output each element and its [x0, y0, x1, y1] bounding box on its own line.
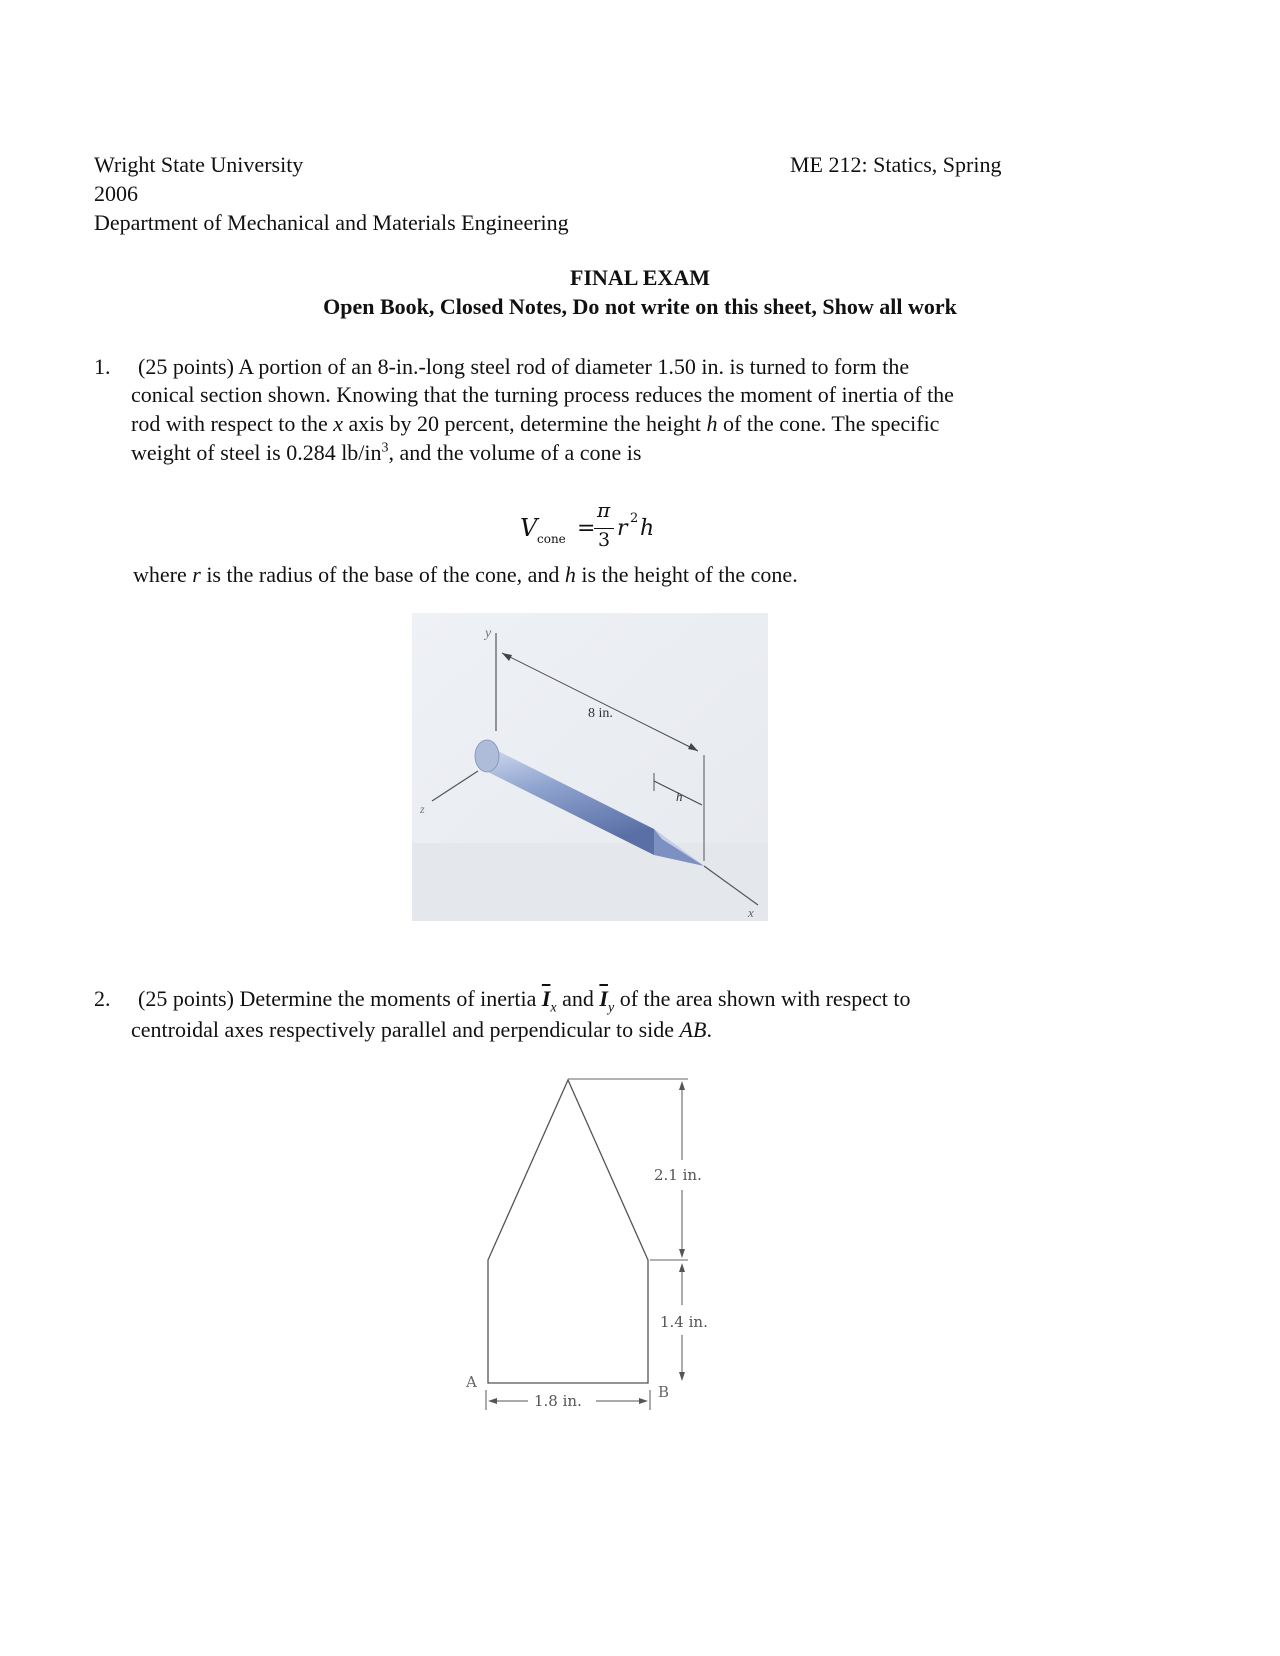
- dim-top-label: 2.1 in.: [654, 1166, 702, 1184]
- rod-figure: [412, 613, 768, 921]
- dim-right-arrow-down: [679, 1372, 685, 1381]
- problem1-where-line: [133, 561, 798, 589]
- problem1-points: (25 points): [138, 354, 234, 379]
- problem1-line3: [131, 410, 939, 438]
- where-r: r: [192, 562, 201, 587]
- problem1-line4-a: weight of steel is 0.284 lb/in: [131, 440, 382, 465]
- where-b: is the radius of the base of the cone, and: [200, 562, 565, 587]
- area-figure: [456, 1065, 736, 1435]
- exam-instructions: Open Book, Closed Notes, Do not write on this sheet, Show all work: [323, 294, 957, 319]
- length-label: 8 in.: [588, 706, 613, 721]
- exam-title: FINAL EXAM: [570, 265, 710, 290]
- h-label: h: [676, 789, 683, 804]
- department: Department of Mechanical and Materials Engineering: [94, 210, 569, 235]
- course-name: ME 212: Statics, Spring: [790, 152, 1002, 177]
- problem1-x-var: x: [333, 411, 343, 436]
- formula-equals: =: [577, 516, 596, 541]
- area-figure-svg: [456, 1065, 736, 1435]
- where-a: where: [133, 562, 193, 587]
- problem2-line1-a: Determine the moments of inertia: [239, 986, 542, 1011]
- formula-v: V: [520, 514, 538, 542]
- x-axis-label: x: [748, 905, 754, 920]
- problem2-and: and: [556, 986, 600, 1011]
- problem1-line3-c: of the cone. The specific: [717, 411, 940, 436]
- problem1-line2: conical section shown. Knowing that the turning process reduces the moment of inertia of the: [131, 382, 954, 407]
- dim-top-arrow-down: [679, 1249, 685, 1258]
- problem1-number: 1.: [94, 354, 111, 379]
- dim-top-arrow-up: [679, 1081, 685, 1090]
- problem1-line4: [131, 439, 641, 467]
- university-name: Wright State University: [94, 152, 304, 177]
- ix-symbol: $\overline{I}$: [541, 986, 551, 1011]
- formula-denominator: 3: [598, 529, 611, 551]
- dim-right-arrow-up: [679, 1263, 685, 1272]
- problem1-line3-b: axis by 20 percent, determine the height: [343, 411, 707, 436]
- side-ab-label: AB: [679, 1017, 707, 1042]
- z-axis-label: z: [420, 802, 425, 816]
- formula-r-sup: 2: [630, 511, 639, 526]
- where-c: is the height of the cone.: [575, 562, 798, 587]
- problem1-h-var: h: [706, 411, 718, 436]
- problem2-line2-b: .: [706, 1017, 712, 1042]
- year: 2006: [94, 181, 138, 206]
- vertex-a-label: A: [466, 1373, 477, 1391]
- problem1-line3-a: rod with respect to the: [131, 411, 334, 436]
- problem2-line2-a: centroidal axes respectively parallel and perpendicular to side: [131, 1017, 680, 1042]
- problem2-points: (25 points): [138, 986, 234, 1011]
- problem2-number: 2.: [94, 986, 111, 1011]
- problem1-line4-b: , and the volume of a cone is: [388, 440, 642, 465]
- problem2-line2: [131, 1016, 712, 1044]
- formula-subscript: cone: [537, 532, 566, 546]
- problem2-line1-b: of the area shown with respect to: [614, 986, 911, 1011]
- formula-r: r: [617, 516, 628, 541]
- formula-h: h: [640, 516, 655, 541]
- rod-figure-svg: [412, 613, 768, 921]
- area-outline: [488, 1080, 648, 1383]
- dim-bottom-label: 1.8 in.: [534, 1392, 582, 1410]
- cone-volume-formula: [520, 500, 680, 560]
- dim-right-label: 1.4 in.: [660, 1313, 708, 1331]
- iy-symbol: $\overline{I}$: [599, 986, 608, 1011]
- dim-bottom-arrow-left: [488, 1398, 497, 1404]
- vertex-b-label: B: [658, 1383, 670, 1401]
- y-axis-label: y: [485, 626, 492, 641]
- formula-pi: π: [597, 498, 611, 522]
- problem1-line1: [138, 353, 909, 381]
- rod-end-face: [475, 740, 499, 772]
- where-h: h: [564, 562, 576, 587]
- problem1-text-1: A portion of an 8-in.-long steel rod of diameter 1.50 in. is turned to form the: [238, 354, 910, 379]
- iy-subscript: y: [607, 1000, 615, 1016]
- problem1-superscript: 3: [381, 440, 389, 456]
- ix-subscript: x: [550, 1000, 557, 1016]
- dim-bottom-arrow-right: [639, 1398, 648, 1404]
- figure-bottom-band: [412, 843, 768, 921]
